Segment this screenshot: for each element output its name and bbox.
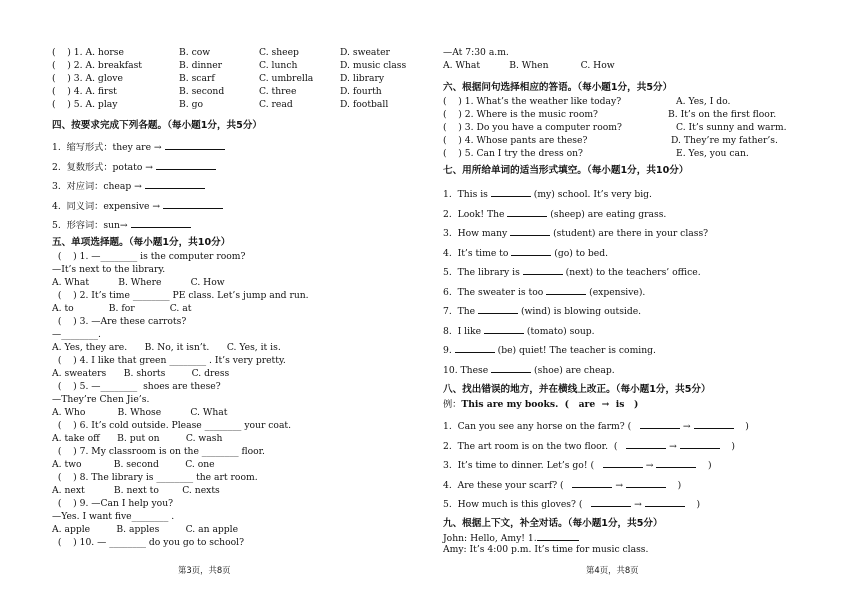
mcq-line: —It’s next to the library.: [52, 264, 166, 275]
arrow-icon: →: [645, 460, 654, 471]
transform-answer-blank[interactable]: [163, 199, 223, 209]
choice-cell: C. three: [259, 86, 297, 97]
section-6-title: 六、根据问句选择相应的答语。（每小题1分，共5分）: [443, 82, 673, 93]
fill-item-suffix: (student) are there in your class?: [553, 228, 709, 239]
match-question: ( ) 5. Can I try the dress on?: [443, 148, 583, 159]
match-question: ( ) 1. What’s the weather like today?: [443, 96, 622, 107]
mcq-line: ( ) 3. —Are these carrots?: [52, 316, 187, 327]
fill-item-suffix: (be) quiet! The teacher is coming.: [497, 345, 656, 356]
fill-item: [443, 343, 656, 357]
arrow-icon: →: [669, 440, 677, 452]
dialogue-blank[interactable]: [537, 531, 579, 541]
mcq-line: ( ) 4. I like that green ________ . It’s very pretty.: [52, 355, 286, 366]
fill-item-suffix: (my) school. It’s very big.: [533, 189, 652, 200]
closing-paren: ): [696, 499, 701, 510]
wrong-word-blank[interactable]: [626, 439, 666, 449]
mcq-line: A. take off B. put on C. wash: [52, 433, 223, 444]
choice-cell: C. lunch: [259, 60, 298, 71]
fill-item: [443, 265, 701, 279]
fill-item-suffix: (tomato) soup.: [526, 325, 595, 337]
transform-item: [52, 179, 205, 193]
match-question: ( ) 2. Where is the music room?: [443, 109, 598, 120]
choice-cell: D. fourth: [340, 86, 382, 97]
choice-cell: ( ) 1. A. horse: [52, 47, 124, 58]
closing-paren: ): [708, 460, 712, 471]
closing-paren: ): [677, 479, 682, 491]
fill-item-suffix: (next) to the teachers’ office.: [565, 267, 701, 278]
choice-cell: ( ) 2. A. breakfast: [52, 60, 142, 71]
choice-cell: D. sweater: [340, 47, 390, 58]
error-item-text: 4. Are these your scarf? (: [443, 479, 564, 491]
transform-answer-blank[interactable]: [145, 179, 205, 189]
fill-item-prefix: 7. The: [443, 306, 476, 317]
section-5-title: 五、单项选择题。（每小题1分，共10分）: [52, 237, 231, 248]
mcq-line: A. Yes, they are. B. No, it isn’t. C. Yes, it is.: [52, 342, 281, 353]
match-answer: A. Yes, I do.: [676, 96, 731, 107]
error-item: [443, 458, 712, 472]
fill-answer-blank[interactable]: [491, 187, 531, 197]
transform-answer-blank[interactable]: [165, 140, 225, 150]
corrected-word-blank[interactable]: [694, 419, 734, 429]
choice-cell: C. read: [259, 99, 293, 110]
mcq-line: ( ) 2. It’s time ________ PE class. Let’s jump and run.: [52, 290, 309, 301]
section-8-title: 八、找出错误的地方，并在横线上改正。（每小题1分，共5分）: [443, 384, 711, 395]
choice-cell: B. dinner: [179, 60, 223, 71]
arrow-icon: →: [682, 421, 691, 432]
fill-item-prefix: 10. These: [443, 364, 489, 376]
fill-item-prefix: 1. This is: [443, 189, 488, 200]
fill-item: [443, 324, 595, 338]
fill-answer-blank[interactable]: [511, 246, 551, 256]
section-4-title: 四、按要求完成下列各题。（每小题1分，共5分）: [52, 120, 263, 131]
fill-answer-blank[interactable]: [484, 324, 524, 334]
fill-item-suffix: (wind) is blowing outside.: [520, 306, 642, 317]
choice-cell: C. umbrella: [259, 73, 314, 84]
transform-item-text: 1. 缩写形式：they are →: [52, 142, 162, 153]
match-answer: B. It’s on the first floor.: [668, 109, 777, 120]
error-item: [443, 478, 681, 492]
choice-cell: B. go: [179, 99, 204, 110]
error-item: [443, 419, 749, 433]
mcq-line: A. What B. Where C. How: [52, 277, 225, 288]
fill-answer-blank[interactable]: [523, 265, 563, 275]
error-item-text: 5. How much is this gloves? (: [443, 499, 583, 510]
fill-item-suffix: (go) to bed.: [554, 247, 609, 259]
choice-cell: ( ) 3. A. glove: [52, 73, 123, 84]
s8-example-text: This are my books. ( are → is ): [461, 399, 639, 410]
wrong-word-blank[interactable]: [640, 419, 680, 429]
mcq-line: ( ) 8. The library is ________ the art room.: [52, 472, 258, 483]
mcq-line: A. sweaters B. shorts C. dress: [52, 368, 230, 379]
mcq-line: —________.: [52, 329, 101, 340]
mcq-line: ( ) 1. —________ is the computer room?: [52, 251, 246, 262]
fill-item-suffix: (expensive).: [589, 286, 646, 298]
transform-item-text: 5. 形容词：sun→: [52, 220, 128, 231]
choice-cell: B. scarf: [179, 73, 215, 84]
fill-answer-blank[interactable]: [510, 226, 550, 236]
match-question: ( ) 3. Do you have a computer room?: [443, 122, 622, 133]
match-answer: C. It’s sunny and warm.: [676, 122, 787, 133]
match-answer: D. They’re my father’s.: [671, 135, 778, 146]
transform-item: [52, 218, 191, 232]
mcq-line: A. two B. second C. one: [52, 459, 215, 470]
mcq-line: ( ) 6. It’s cold outside. Please ________ your coat.: [52, 420, 292, 431]
choice-cell: D. football: [340, 99, 389, 110]
mcq-line: A. What B. When C. How: [443, 60, 615, 71]
choice-cell: ( ) 5. A. play: [52, 99, 118, 110]
closing-paren: ): [731, 440, 736, 452]
fill-answer-blank[interactable]: [455, 343, 495, 353]
choice-cell: ( ) 4. A. first: [52, 86, 117, 97]
mcq-line: A. Who B. Whose C. What: [52, 407, 228, 418]
mcq-line: ( ) 10. — ________ do you go to school?: [52, 537, 244, 548]
choice-cell: D. library: [340, 73, 385, 84]
wrong-word-blank[interactable]: [603, 458, 643, 468]
section-9-title: 九、根据上下文，补全对话。（每小题1分，共5分）: [443, 518, 663, 529]
fill-answer-blank[interactable]: [546, 285, 586, 295]
corrected-word-blank[interactable]: [645, 497, 685, 507]
transform-item-text: 3. 对应词：cheap →: [52, 181, 142, 192]
s8-example: [443, 399, 638, 411]
match-question: ( ) 4. Whose pants are these?: [443, 135, 588, 146]
fill-item-suffix: (shoe) are cheap.: [534, 364, 615, 376]
fill-answer-blank[interactable]: [491, 363, 531, 373]
page-footer-left: 第3页，共8页: [178, 565, 231, 575]
fill-item-prefix: 6. The sweater is too: [443, 286, 544, 298]
fill-item-prefix: 9.: [443, 345, 452, 356]
corrected-word-blank[interactable]: [656, 458, 696, 468]
mcq-line: —Yes. I want five________ .: [52, 511, 175, 522]
mcq-line: A. to B. for C. at: [52, 303, 192, 314]
transform-item-text: 4. 同义词：expensive →: [52, 200, 161, 212]
fill-answer-blank[interactable]: [507, 207, 547, 217]
s8-example-prefix: 例：: [443, 399, 462, 410]
error-item-text: 3. It’s time to dinner. Let’s go! (: [443, 460, 595, 471]
fill-item-suffix: (sheep) are eating grass.: [550, 208, 667, 220]
mcq-line: A. next B. next to C. nexts: [52, 485, 220, 496]
mcq-line: A. apple B. apples C. an apple: [52, 524, 239, 535]
fill-item: [443, 207, 666, 221]
wrong-word-blank[interactable]: [572, 478, 612, 488]
transform-item-text: 2. 复数形式：potato →: [52, 161, 153, 173]
fill-item: [443, 226, 708, 240]
mcq-line: ( ) 9. —Can I help you?: [52, 498, 174, 509]
arrow-icon: →: [615, 479, 624, 491]
page-footer-right: 第4页，共8页: [586, 565, 639, 575]
transform-item: [52, 199, 223, 213]
dialogue-text: John: Hello, Amy! 1.: [443, 533, 537, 544]
fill-item: [443, 304, 641, 318]
fill-item-prefix: 8. I like: [443, 325, 482, 337]
error-item-text: 2. The art room is on the two floor. (: [443, 440, 618, 452]
mcq-line: —At 7:30 a.m.: [443, 47, 509, 58]
choice-cell: B. second: [179, 86, 225, 97]
transform-answer-blank[interactable]: [131, 218, 191, 228]
section-7-title: 七、用所给单词的适当形式填空。（每小题1分，共10分）: [443, 165, 689, 176]
mcq-line: ( ) 5. —________ shoes are these?: [52, 381, 221, 392]
choice-cell: D. music class: [340, 60, 407, 71]
error-item-text: 1. Can you see any horse on the farm? (: [443, 421, 632, 432]
fill-item-prefix: 3. How many: [443, 228, 508, 239]
fill-answer-blank[interactable]: [478, 304, 518, 314]
fill-item: [443, 246, 608, 260]
mcq-line: —They’re Chen Jie’s.: [52, 394, 150, 405]
fill-item-prefix: 4. It’s time to: [443, 247, 509, 259]
fill-item: [443, 187, 652, 201]
arrow-icon: →: [634, 499, 642, 510]
dialogue-line: Amy: It’s 4:00 p.m. It’s time for music class.: [443, 544, 649, 555]
corrected-word-blank[interactable]: [680, 439, 720, 449]
error-item: [443, 439, 735, 453]
transform-answer-blank[interactable]: [156, 160, 216, 170]
closing-paren: ): [745, 421, 749, 432]
fill-item-prefix: 2. Look! The: [443, 208, 505, 220]
corrected-word-blank[interactable]: [626, 478, 666, 488]
mcq-line: ( ) 7. My classroom is on the ________ floor.: [52, 446, 265, 457]
choice-cell: B. cow: [179, 47, 211, 58]
choice-cell: C. sheep: [259, 47, 299, 58]
match-answer: E. Yes, you can.: [676, 148, 749, 159]
fill-item: [443, 363, 615, 377]
dialogue-line: [443, 531, 579, 545]
transform-item: [52, 160, 216, 174]
fill-item-prefix: 5. The library is: [443, 267, 520, 278]
error-item: [443, 497, 700, 511]
fill-item: [443, 285, 645, 299]
transform-item: [52, 140, 225, 154]
wrong-word-blank[interactable]: [591, 497, 631, 507]
